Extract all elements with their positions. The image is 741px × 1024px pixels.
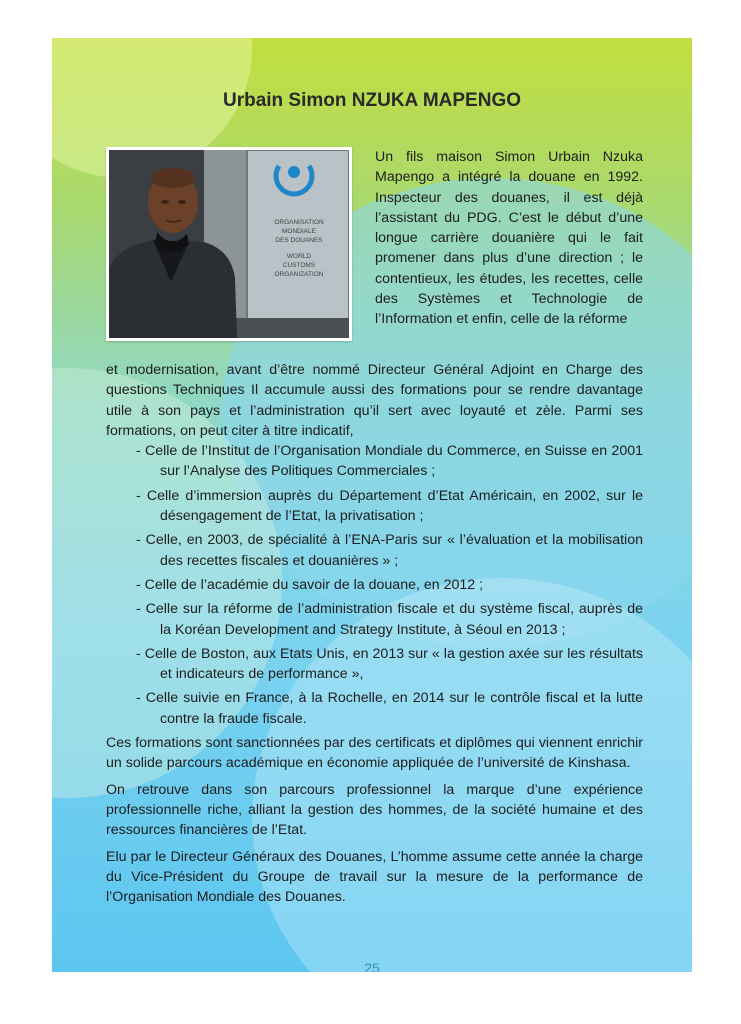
list-item: - Celle sur la réforme de l’administration fiscale et du système fiscal, auprès de la Koréan Development and Strategy Institute, à Séoul en 2013 ; [136, 601, 643, 638]
paragraph: Ces formations sont sanctionnées par des certificats et diplômes qui viennent enrichir un solide parcours académique en économie appliquée de l’université de Kinshasa. [106, 735, 643, 772]
list-item: - Celle de l’académie du savoir de la douane, en 2012 ; [136, 576, 484, 593]
list-item: - Celle suivie en France, à la Rochelle, en 2014 sur le contrôle fiscal et la lutte contre la fraude fiscale. [136, 690, 643, 727]
sign-text: MONDIALE [282, 228, 316, 235]
continuation-paragraph: et modernisation, avant d’être nommé Directeur Général Adjoint en Charge des questions Techniques Il accumule aussi des formations pour se rendre davantage utile à son pays et l’administration qu’il sert avec loyauté et zèle. Parmi ses formations, on peut citer à titre indicatif, [106, 362, 643, 439]
body-text [106, 360, 643, 913]
formations-list [106, 441, 643, 729]
page [52, 38, 692, 972]
list-item: - Celle de l’Institut de l’Organisation Mondiale du Commerce, en Suisse en 2001 sur l’Analyse des Politiques Commerciales ; [136, 443, 643, 480]
list-item: - Celle, en 2003, de spécialité à l’ENA-Paris sur « l’évaluation et la mobilisation des recettes fiscales et douanières » ; [136, 532, 643, 569]
sign-text: ORGANISATION [274, 219, 324, 226]
list-item: - Celle d’immersion auprès du Département d’Etat Américain, en 2002, sur le désengagement de l’Etat, la privatisation ; [136, 487, 643, 525]
sign-text: DES DOUANES [275, 237, 323, 244]
intro-paragraph: Un fils maison Simon Urbain Nzuka Mapengo a intégré la douane en 1992. Inspecteur des douanes, il est déjà l’assistant du PDG. C’est le début d’une longue carrière douanière qui le fait promener dans plus d’une direction ; le contentieux, les études, les recettes, celle des Systèmes et Technologie de l’Information et enfin, celle de la réforme [375, 149, 643, 328]
paragraph: Elu par le Directeur Généraux des Douanes, L’homme assume cette année la charge du Vice-Président du Groupe de travail sur la mesure de la performance de l’Organisation Mondiale des Douanes. [106, 848, 643, 906]
sign-text: ORGANIZATION [274, 271, 324, 278]
sign-text: WORLD [286, 253, 312, 260]
page-content [52, 38, 692, 972]
paragraph: On retrouve dans son parcours professionnel la marque d’une expérience professionnelle riche, alliant la gestion des hommes, de la société humaine et des ressources financières de l’Etat. [106, 781, 643, 839]
portrait-photo [106, 147, 352, 341]
page-title: Urbain Simon NZUKA MAPENGO [222, 90, 522, 111]
sign-text: CUSTOMS [282, 262, 316, 269]
list-item: - Celle de Boston, aux Etats Unis, en 2013 sur « la gestion axée sur les résultats et indicateurs de performance », [136, 645, 643, 683]
portrait-image [109, 150, 349, 338]
page-number: 25 [364, 960, 380, 972]
